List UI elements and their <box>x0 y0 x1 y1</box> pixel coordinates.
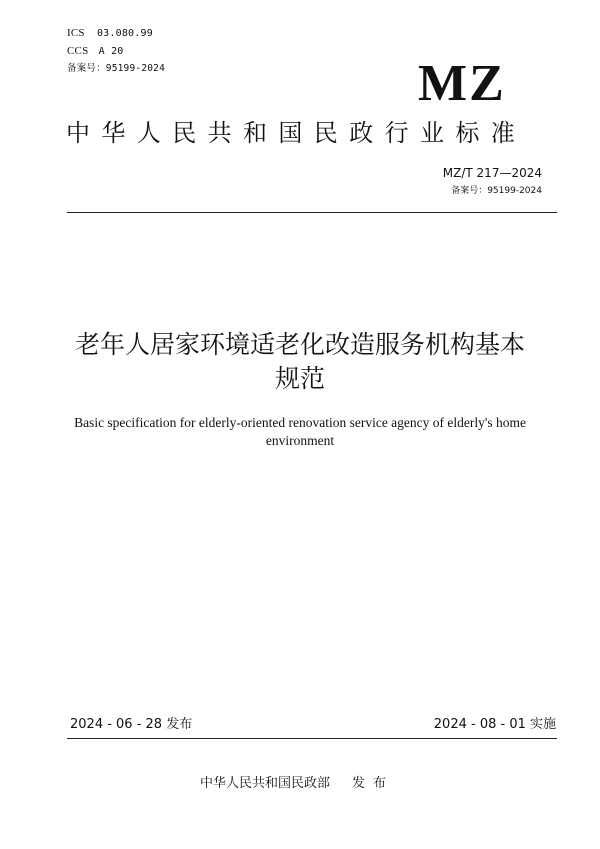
chinese-title-line-1: 老年人居家环境适老化改造服务机构基本 <box>74 330 525 359</box>
issuer-line <box>200 776 394 792</box>
ccs-code <box>67 45 124 58</box>
implementation-date: 2024 - 08 - 01 实施 <box>433 717 556 732</box>
standard-category-title: 中华人民共和国民政行业标准 <box>66 119 527 147</box>
publish-label: 发布 <box>352 776 395 791</box>
standard-number: MZ/T 217—2024 <box>442 166 542 180</box>
ics-value: 03.080.99 <box>96 28 153 39</box>
ics-code <box>67 27 153 40</box>
chinese-title <box>50 328 550 396</box>
ccs-value: A 20 <box>98 46 124 57</box>
issue-date: 2024 - 06 - 28 发布 <box>70 717 193 732</box>
mz-logo: MZ <box>418 55 506 112</box>
english-title-line-1: Basic specification for elderly-oriented renovation service agency of elderly's home <box>74 415 526 430</box>
ccs-label: CCS <box>67 45 89 57</box>
top-divider <box>67 212 557 213</box>
chinese-title-line-2: 规范 <box>274 364 325 393</box>
english-title-line-2: environment <box>265 433 335 448</box>
issuer-name: 中华人民共和国民政部 <box>200 776 331 791</box>
bottom-divider <box>67 738 557 739</box>
english-title <box>40 414 560 450</box>
filing-number-top: 备案号：95199-2024 <box>67 63 165 74</box>
filing-number-right: 备案号：95199-2024 <box>451 186 542 196</box>
ics-label: ICS <box>67 27 85 39</box>
